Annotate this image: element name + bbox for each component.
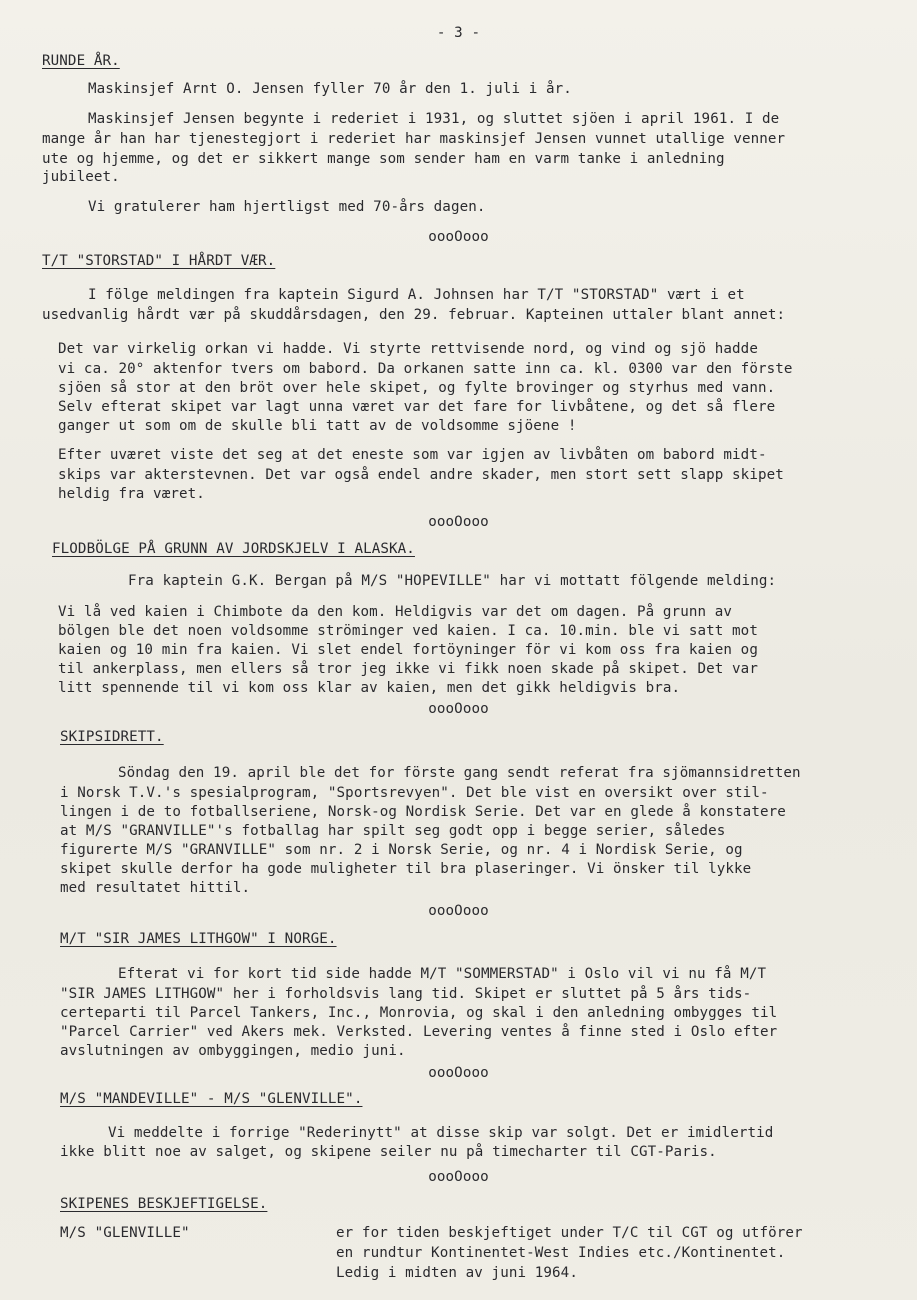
heading-mandeville-glenville: M/S "MANDEVILLE" - M/S "GLENVILLE". (60, 1091, 363, 1107)
paragraph-line: I fölge meldingen fra kaptein Sigurd A. Johnsen har T/T "STORSTAD" vært i et (88, 287, 745, 303)
quote-line: Selv efterat skipet var lagt unna været var det fare for livbåtene, og det så flere (58, 399, 776, 415)
heading-skipsidrett: SKIPSIDRETT. (60, 729, 164, 745)
paragraph-line: i Norsk T.V.'s spesialprogram, "Sportsrevyen". Det ble vist en oversikt over stil- (60, 785, 769, 801)
heading-alaska: FLODBÖLGE PÅ GRUNN AV JORDSKJELV I ALASKA. (52, 541, 415, 557)
employment-line: Ledig i midten av juni 1964. (336, 1265, 578, 1281)
paragraph-line: lingen i de to fotballseriene, Norsk-og Nordisk Serie. Det var en glede å konstatere (60, 804, 786, 820)
heading-storstad: T/T "STORSTAD" I HÅRDT VÆR. (42, 253, 276, 269)
paragraph-line: Maskinsjef Jensen begynte i rederiet i 1931, og sluttet sjöen i april 1961. I de (88, 111, 780, 127)
quote-line: sjöen så stor at den bröt over hele skipet, og fylte brovinger og styrhus med vann. (58, 380, 776, 396)
paragraph-line: jubileet. (42, 169, 120, 185)
paragraph-line: ute og hjemme, og det er sikkert mange som sender ham en varm tanke i anledning (42, 151, 725, 167)
separator: oooOooo (428, 1065, 489, 1081)
paragraph-line: skips var akterstevnen. Det var også endel andre skader, men stort sett slapp skipet (58, 467, 784, 483)
paragraph-line: med resultatet hittil. (60, 880, 251, 896)
paragraph-line: Efter uværet viste det seg at det eneste som var igjen av livbåten om babord midt- (58, 447, 767, 463)
heading-beskjeftigelse: SKIPENES BESKJEFTIGELSE. (60, 1196, 268, 1212)
paragraph-line: usedvanlig hårdt vær på skuddårsdagen, den 29. februar. Kapteinen uttaler blant annet: (42, 307, 786, 323)
paragraph-line: figurerte M/S "GRANVILLE" som nr. 2 i Norsk Serie, og nr. 4 i Nordisk Serie, og (60, 842, 743, 858)
paragraph-line: avslutningen av ombyggingen, medio juni. (60, 1043, 406, 1059)
separator: oooOooo (428, 514, 489, 530)
separator: oooOooo (428, 1169, 489, 1185)
paragraph-line: Fra kaptein G.K. Bergan på M/S "HOPEVILLE" har vi mottatt fölgende melding: (128, 573, 777, 589)
ship-name: M/S "GLENVILLE" (60, 1225, 190, 1241)
page-number: - 3 - (436, 25, 481, 41)
paragraph-line: Efterat vi for kort tid side hadde M/T "SOMMERSTAD" i Oslo vil vi nu få M/T (118, 966, 767, 982)
paragraph-line: skipet skulle derfor ha gode muligheter til bra plaseringer. Vi önsker til lykke (60, 861, 752, 877)
paragraph-line: ikke blitt noe av salget, og skipene seiler nu på timecharter til CGT-Paris. (60, 1144, 717, 1160)
paragraph-line: certeparti til Parcel Tankers, Inc., Monrovia, og skal i den anledning ombygges til (60, 1005, 778, 1021)
quote-line: Det var virkelig orkan vi hadde. Vi styrte rettvisende nord, og vind og sjö hadde (58, 341, 758, 357)
separator: oooOooo (428, 229, 489, 245)
paragraph-line: til ankerplass, men ellers så tror jeg ikke vi fikk noen skade på skipet. Det var (58, 661, 758, 677)
separator: oooOooo (428, 701, 489, 717)
quote-line: vi ca. 20° aktenfor tvers om babord. Da orkanen satte inn ca. kl. 0300 var den förste (58, 361, 793, 377)
paragraph-line: litt spennende til vi kom oss klar av kaien, men det gikk heldigvis bra. (58, 680, 681, 696)
heading-runde-ar: RUNDE ÅR. (42, 53, 120, 69)
paragraph-line: Maskinsjef Arnt O. Jensen fyller 70 år den 1. juli i år. (88, 81, 572, 97)
paragraph-line: at M/S "GRANVILLE"'s fotballag har spilt seg godt opp i begge serier, således (60, 823, 726, 839)
employment-line: er for tiden beskjeftiget under T/C til CGT og utförer (336, 1225, 803, 1241)
paragraph-line: heldig fra været. (58, 486, 205, 502)
employment-line: en rundtur Kontinentet-West Indies etc./Kontinentet. (336, 1245, 786, 1261)
paragraph-line: kaien og 10 min fra kaien. Vi slet endel fortöyninger för vi kom oss fra kaien og (58, 642, 758, 658)
paragraph-line: "Parcel Carrier" ved Akers mek. Verksted. Levering ventes å finne sted i Oslo efter (60, 1024, 778, 1040)
separator: oooOooo (428, 903, 489, 919)
quote-line: ganger ut som om de skulle bli tatt av de voldsomme sjöene ! (58, 418, 577, 434)
paragraph-line: mange år han har tjenestegjort i rederiet har maskinsjef Jensen vunnet utallige venner (42, 131, 786, 147)
heading-lithgow: M/T "SIR JAMES LITHGOW" I NORGE. (60, 931, 337, 947)
paragraph-line: bölgen ble det noen voldsomme ströminger ved kaien. I ca. 10.min. ble vi satt mot (58, 623, 758, 639)
paragraph-line: "SIR JAMES LITHGOW" her i forholdsvis lang tid. Skipet er sluttet på 5 års tids- (60, 986, 752, 1002)
paragraph-line: Vi meddelte i forrige "Rederinytt" at disse skip var solgt. Det er imidlertid (108, 1125, 774, 1141)
paragraph-line: Vi gratulerer ham hjertligst med 70-års dagen. (88, 199, 486, 215)
paragraph-line: Söndag den 19. april ble det for förste gang sendt referat fra sjömannsidretten (118, 765, 801, 781)
paragraph-line: Vi lå ved kaien i Chimbote da den kom. Heldigvis var det om dagen. På grunn av (58, 604, 733, 620)
